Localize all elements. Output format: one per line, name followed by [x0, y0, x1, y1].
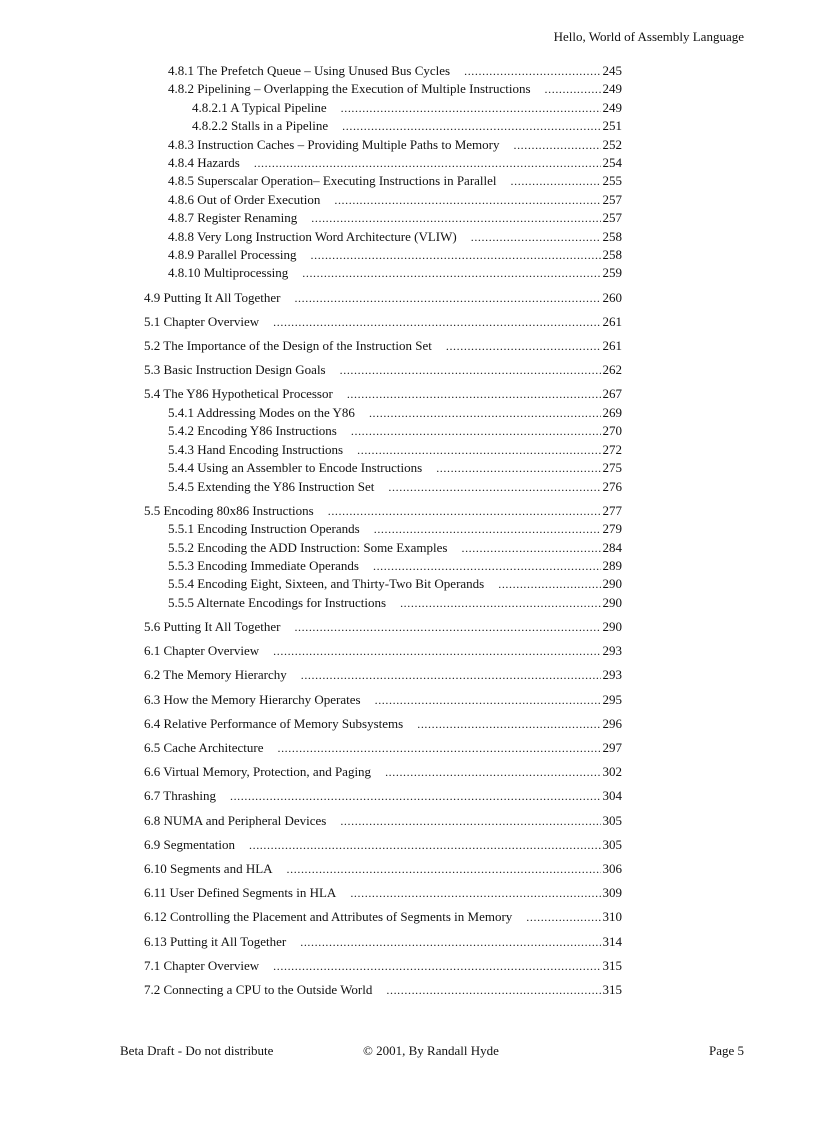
toc-dot-leader — [302, 264, 600, 282]
toc-entry-title: 4.9 Putting It All Together — [144, 289, 281, 305]
toc-entry[interactable] — [144, 264, 622, 282]
toc-dot-leader — [273, 957, 600, 975]
toc-dot-leader — [464, 62, 600, 80]
toc-entry-page: 302 — [602, 764, 622, 780]
footer-copyright: © 2001, By Randall Hyde — [363, 1043, 499, 1058]
toc-entry-title: 7.1 Chapter Overview — [144, 957, 260, 973]
toc-dot-leader — [340, 361, 601, 379]
toc-entry-page: 293 — [602, 643, 622, 659]
toc-entry[interactable] — [144, 313, 622, 331]
toc-entry-title: 6.10 Segments and HLA — [144, 860, 273, 876]
toc-entry[interactable] — [144, 404, 622, 422]
toc-entry-page: 251 — [602, 118, 622, 134]
toc-entry-title: 5.5.4 Encoding Eight, Sixteen, and Thirty-Two Bit Operands — [168, 576, 485, 592]
toc-entry-title: 6.11 User Defined Segments in HLA — [144, 885, 337, 901]
toc-dot-leader — [351, 422, 601, 440]
toc-entry-page: 284 — [602, 539, 622, 555]
toc-entry-title: 5.4.1 Addressing Modes on the Y86 — [168, 404, 355, 420]
toc-entry-title: 6.2 The Memory Hierarchy — [144, 667, 287, 683]
toc-dot-leader — [340, 812, 600, 830]
toc-entry-page: 290 — [602, 576, 622, 592]
toc-entry-title: 6.6 Virtual Memory, Protection, and Paging — [144, 764, 372, 780]
toc-entry[interactable] — [144, 691, 622, 709]
toc-entry-page: 314 — [602, 933, 622, 949]
toc-entry[interactable] — [144, 933, 622, 951]
toc-entry[interactable] — [144, 136, 622, 154]
toc-entry-title: 4.8.6 Out of Order Execution — [168, 191, 321, 207]
toc-entry-title: 4.8.3 Instruction Caches – Providing Multiple Paths to Memory — [168, 136, 500, 152]
toc-entry[interactable] — [144, 478, 622, 496]
toc-dot-leader — [513, 136, 600, 154]
toc-entry-page: 315 — [602, 957, 622, 973]
toc-dot-leader — [417, 715, 600, 733]
toc-entry[interactable] — [144, 539, 622, 557]
toc-dot-leader — [334, 191, 600, 209]
toc-entry-title: 6.7 Thrashing — [144, 788, 216, 804]
toc-entry[interactable] — [144, 908, 622, 926]
toc-entry-title: 5.4.3 Hand Encoding Instructions — [168, 441, 344, 457]
toc-entry[interactable] — [144, 80, 622, 98]
toc-entry-title: 7.2 Connecting a CPU to the Outside World — [144, 982, 373, 997]
toc-entry-title: 4.8.5 Superscalar Operation– Executing Instructions in Parallel — [168, 173, 497, 189]
toc-dot-leader — [342, 117, 600, 135]
toc-entry-title: 4.8.2.2 Stalls in a Pipeline — [192, 118, 329, 134]
toc-entry-title: 5.3 Basic Instruction Design Goals — [144, 362, 326, 378]
toc-entry-title: 5.4 The Y86 Hypothetical Processor — [144, 386, 333, 402]
toc-entry-title: 6.9 Segmentation — [144, 836, 235, 852]
toc-entry-page: 267 — [602, 386, 622, 402]
toc-dot-leader — [254, 154, 601, 172]
toc-dot-leader — [287, 860, 601, 878]
toc-dot-leader — [545, 80, 601, 98]
toc-entry[interactable] — [144, 246, 622, 264]
toc-entry[interactable] — [144, 228, 622, 246]
toc-entry-page: 255 — [602, 173, 622, 189]
footer-page-number: Page 5 — [708, 1043, 744, 1058]
toc-entry-title: 6.1 Chapter Overview — [144, 643, 260, 659]
toc-entry[interactable] — [144, 99, 622, 117]
toc-dot-leader — [300, 933, 600, 951]
toc-entry-page: 315 — [602, 982, 622, 997]
toc-entry-page: 296 — [602, 715, 622, 731]
toc-dot-leader — [230, 787, 601, 805]
toc-entry-page: 306 — [602, 860, 622, 876]
toc-entry-title: 6.4 Relative Performance of Memory Subsystems — [144, 715, 404, 731]
toc-entry-page: 279 — [602, 521, 622, 537]
toc-entry-title: 5.4.4 Using an Assembler to Encode Instructions — [168, 460, 423, 476]
toc-entry-title: 6.3 How the Memory Hierarchy Operates — [144, 691, 361, 707]
toc-entry-page: 275 — [602, 460, 622, 476]
running-header-title: Hello, World of Assembly Language — [553, 29, 744, 44]
toc-entry[interactable] — [144, 62, 622, 80]
toc-dot-leader — [311, 246, 601, 264]
toc-entry[interactable] — [144, 594, 622, 612]
toc-entry[interactable] — [144, 739, 622, 757]
toc-entry-page: 259 — [602, 265, 622, 281]
toc-dot-leader — [498, 575, 600, 593]
toc-dot-leader — [373, 557, 601, 575]
toc-entry-page: 297 — [602, 739, 622, 755]
toc-entry-title: 6.12 Controlling the Placement and Attributes of Segments in Memory — [144, 909, 513, 925]
toc-entry-title: 5.5.1 Encoding Instruction Operands — [168, 521, 360, 537]
toc-entry-page: 293 — [602, 667, 622, 683]
toc-entry-page: 245 — [602, 63, 622, 78]
toc-entry-page: 295 — [602, 691, 622, 707]
toc-entry-page: 277 — [602, 502, 622, 518]
toc-dot-leader — [277, 739, 600, 757]
toc-dot-leader — [446, 337, 601, 355]
toc-entry-title: 5.4.5 Extending the Y86 Instruction Set — [168, 478, 375, 494]
footer-distribution-note: Beta Draft - Do not distribute — [120, 1043, 274, 1058]
toc-entry[interactable] — [144, 502, 622, 520]
toc-entry-page: 260 — [602, 289, 622, 305]
toc-entry[interactable] — [144, 557, 622, 575]
toc-dot-leader — [471, 228, 601, 246]
toc-entry-title: 5.5.3 Encoding Immediate Operands — [168, 557, 359, 573]
toc-entry-title: 4.8.10 Multiprocessing — [168, 265, 289, 281]
toc-dot-leader — [388, 478, 600, 496]
toc-dot-leader — [357, 441, 600, 459]
toc-entry-page: 249 — [602, 81, 622, 97]
toc-entry[interactable] — [144, 209, 622, 227]
toc-entry-page: 258 — [602, 247, 622, 263]
toc-dot-leader — [436, 459, 600, 477]
toc-entry[interactable] — [144, 812, 622, 830]
toc-entry-page: 262 — [602, 362, 622, 378]
toc-entry[interactable] — [144, 361, 622, 379]
toc-entry[interactable] — [144, 337, 622, 355]
toc-entry-page: 276 — [602, 478, 622, 494]
toc-entry-title: 5.5.2 Encoding the ADD Instruction: Some Examples — [168, 539, 448, 555]
toc-entry-page: 249 — [602, 99, 622, 115]
toc-entry[interactable] — [144, 422, 622, 440]
toc-entry[interactable] — [144, 836, 622, 854]
toc-entry-page: 289 — [602, 557, 622, 573]
toc-entry-title: 4.8.9 Parallel Processing — [168, 247, 297, 263]
toc-entry-page: 261 — [602, 313, 622, 329]
toc-dot-leader — [301, 666, 601, 684]
toc-dot-leader — [311, 209, 600, 227]
toc-entry-page: 309 — [602, 885, 622, 901]
toc-entry[interactable] — [144, 289, 622, 307]
toc-entry[interactable] — [144, 385, 622, 403]
toc-entry-title: 5.5.5 Alternate Encodings for Instructions — [168, 594, 387, 610]
toc-entry-title: 5.2 The Importance of the Design of the Instruction Set — [144, 338, 432, 354]
toc-dot-leader — [341, 99, 601, 117]
toc-entry[interactable] — [144, 520, 622, 538]
table-of-contents — [144, 62, 622, 999]
toc-entry-page: 290 — [602, 618, 622, 634]
toc-dot-leader — [385, 763, 600, 781]
toc-dot-leader — [294, 618, 600, 636]
toc-entry-title: 6.8 NUMA and Peripheral Devices — [144, 812, 327, 828]
toc-entry-page: 261 — [602, 338, 622, 354]
toc-entry-title: 6.13 Putting it All Together — [144, 933, 287, 949]
toc-entry-page: 304 — [602, 788, 622, 804]
toc-entry[interactable] — [144, 884, 622, 902]
toc-entry-page: 254 — [602, 155, 622, 171]
toc-entry-page: 305 — [602, 836, 622, 852]
toc-entry-page: 252 — [602, 136, 622, 152]
toc-entry-title: 4.8.7 Register Renaming — [168, 210, 298, 226]
toc-dot-leader — [374, 520, 601, 538]
toc-entry-title: 5.5 Encoding 80x86 Instructions — [144, 502, 314, 518]
toc-entry[interactable] — [144, 715, 622, 733]
toc-entry[interactable] — [144, 459, 622, 477]
toc-entry[interactable] — [144, 763, 622, 781]
toc-entry-title: 4.8.2.1 A Typical Pipeline — [192, 99, 327, 115]
toc-dot-leader — [347, 385, 601, 403]
toc-entry[interactable] — [144, 981, 622, 999]
toc-dot-leader — [294, 289, 600, 307]
toc-entry-page: 310 — [602, 909, 622, 925]
toc-entry[interactable] — [144, 666, 622, 684]
toc-entry[interactable] — [144, 957, 622, 975]
toc-dot-leader — [249, 836, 601, 854]
toc-entry-title: 5.6 Putting It All Together — [144, 618, 281, 634]
toc-dot-leader — [526, 908, 600, 926]
toc-dot-leader — [511, 172, 601, 190]
toc-dot-leader — [350, 884, 600, 902]
toc-entry-title: 4.8.1 The Prefetch Queue – Using Unused Bus Cycles — [168, 63, 451, 78]
toc-entry-page: 257 — [602, 210, 622, 226]
toc-entry-page: 257 — [602, 191, 622, 207]
toc-entry-page: 272 — [602, 441, 622, 457]
toc-entry[interactable] — [144, 787, 622, 805]
toc-entry-title: 5.1 Chapter Overview — [144, 313, 260, 329]
toc-entry[interactable] — [144, 154, 622, 172]
toc-entry-page: 270 — [602, 423, 622, 439]
toc-entry-page: 269 — [602, 404, 622, 420]
toc-entry-title: 4.8.2 Pipelining – Overlapping the Execution of Multiple Instructions — [168, 81, 531, 97]
toc-entry[interactable] — [144, 618, 622, 636]
toc-entry[interactable] — [144, 860, 622, 878]
toc-dot-leader — [461, 539, 600, 557]
toc-entry[interactable] — [144, 117, 622, 135]
toc-entry-page: 290 — [602, 594, 622, 610]
toc-dot-leader — [386, 981, 600, 999]
toc-entry-title: 4.8.8 Very Long Instruction Word Architecture (VLIW) — [168, 228, 457, 244]
toc-dot-leader — [328, 502, 601, 520]
toc-entry-page: 258 — [602, 228, 622, 244]
toc-entry[interactable] — [144, 191, 622, 209]
toc-entry-title: 6.5 Cache Architecture — [144, 739, 264, 755]
toc-entry-title: 5.4.2 Encoding Y86 Instructions — [168, 423, 337, 439]
toc-entry[interactable] — [144, 441, 622, 459]
toc-dot-leader — [375, 691, 601, 709]
toc-entry-title: 4.8.4 Hazards — [168, 155, 240, 171]
toc-entry[interactable] — [144, 172, 622, 190]
toc-entry[interactable] — [144, 642, 622, 660]
toc-dot-leader — [400, 594, 600, 612]
toc-entry-page: 305 — [602, 812, 622, 828]
toc-dot-leader — [273, 642, 600, 660]
toc-dot-leader — [369, 404, 601, 422]
toc-entry[interactable] — [144, 575, 622, 593]
toc-dot-leader — [273, 313, 600, 331]
